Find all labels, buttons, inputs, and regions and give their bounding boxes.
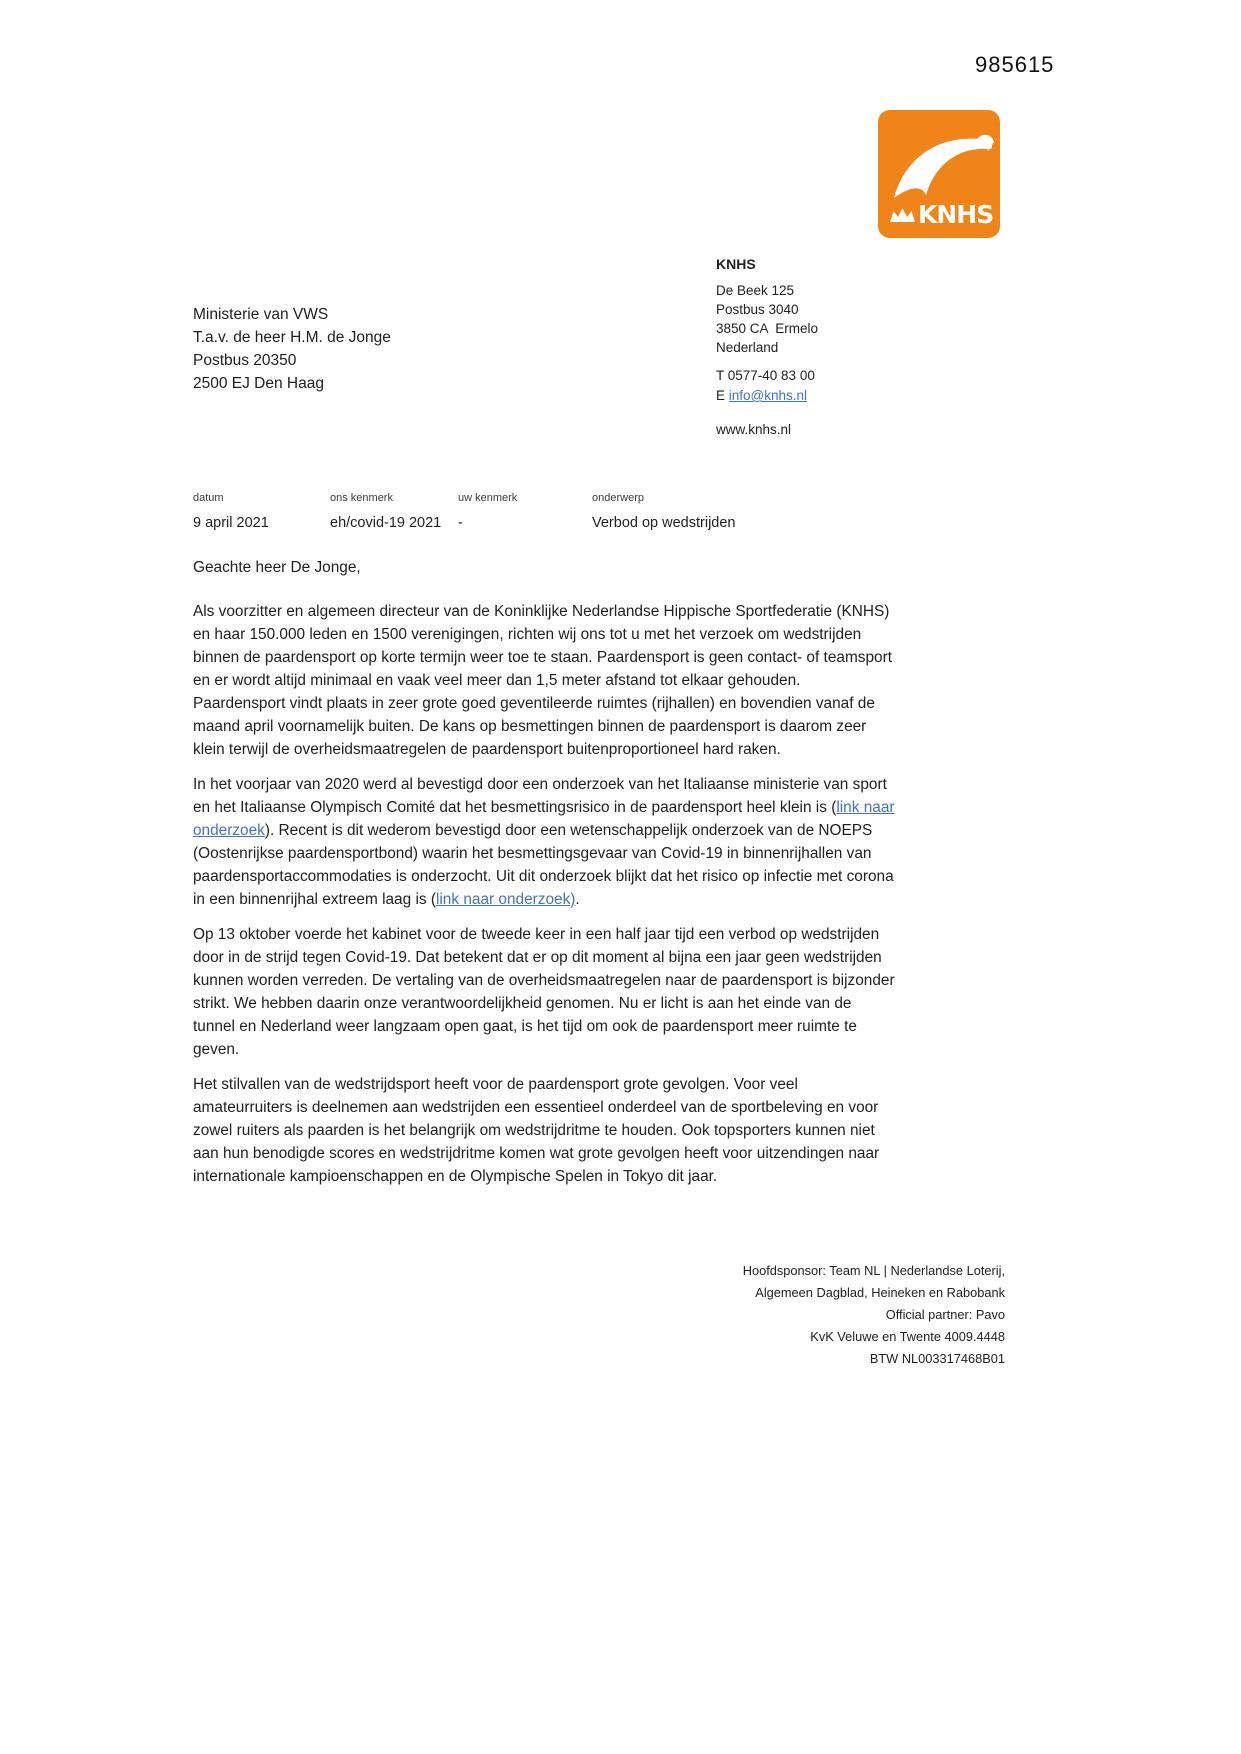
recipient-line: T.a.v. de heer H.M. de Jonge [193,329,391,346]
meta-value: 9 april 2021 [193,515,269,531]
meta-value: eh/covid-19 2021 [330,515,442,531]
meta-label: datum [193,492,224,504]
knhs-logo [878,110,1000,238]
sender-phone: T 0577-40 83 00 [716,368,815,383]
doc-number: 985615 [975,52,1055,77]
meta-column [458,492,592,531]
sender-address [716,281,818,357]
sender-email-line [716,386,818,405]
footer-line: BTW NL003317468B01 [869,1351,1005,1366]
recipient-line: Postbus 20350 [193,352,297,369]
sender-address-line: De Beek 125 [716,283,795,298]
paragraph: Het stilvallen van de wedstrijdsport heeft voor de paardensport grote gevolgen. Voor veel amateurruiters is deelnemen aan wedstrijden een essentieel onderdeel van de sportbeleving en voor zowel ruiters als paarden is het belangrijk om wedstrijdritme te houden. Ook topsporters kunnen niet aan hun benodigde scores en wedstrijdritme komen wat grote gevolgen heeft voor uitzendingen naar internationale kampioenschappen en de Olympische Spelen in Tokyo dit jaar. [193,1076,880,1185]
footer-line: Official partner: Pavo [885,1307,1005,1322]
sender-email-prefix: E [716,388,729,403]
sender-website: www.knhs.nl [716,422,792,437]
sender-block [716,255,818,439]
paragraph: In het voorjaar van 2020 werd al bevestigd door een onderzoek van het Italiaanse ministerie van sport en het Italiaanse Olympisch Comité dat het besmettingsrisico in de paardensport heel klein is (link naar onderzoek). Recent is dit wederom bevestigd door een wetenschappelijk onderzoek van de NOEPS (Oostenrijkse paardensportbond) waarin het besmettingsgevaar van Covid-19 in binnenrijhallen van paardensportaccommodaties is onderzocht. Uit dit onderzoek blijkt dat het risico op infectie met corona in een binnenrijhal extreem laag is (link naar onderzoek). [193,776,895,908]
meta-column [592,492,1073,531]
footer-block [485,1260,1005,1370]
meta-label: ons kenmerk [330,492,393,504]
meta-label: uw kenmerk [458,492,518,504]
paragraph: Op 13 oktober voerde het kabinet voor de tweede keer in een half jaar tijd een verbod op wedstrijden door in de strijd tegen Covid-19. Dat betekent dat er op dit moment al bijna een jaar geen wedstrijden kunnen worden verreden. De vertaling van de overheidsmaatregelen naar de paardensport is bijzonder strikt. We hebben daarin onze verantwoordelijkheid genomen. Nu er licht is aan het einde van de tunnel en Nederland weer langzaam open gaat, is het tijd om ook de paardensport meer ruimte te geven. [193,926,895,1058]
knhs-horse-icon [878,110,1000,238]
svg-text:KNHS: KNHS [918,200,994,229]
crown-icon [890,208,915,222]
sender-address-line: Postbus 3040 [716,302,799,317]
footer-line: Algemeen Dagblad, Heineken en Rabobank [755,1285,1005,1300]
meta-label: onderwerp [592,492,644,504]
sender-address-line: 3850 CA Ermelo [716,321,819,336]
recipient-block [193,303,391,395]
meta-column [193,492,330,531]
salutation: Geachte heer De Jonge, [193,559,361,576]
research-link[interactable]: link naar onderzoek [193,799,895,839]
research-link[interactable]: link naar onderzoek) [435,891,576,908]
sender-name: KNHS [716,256,756,272]
paragraph: Als voorzitter en algemeen directeur van de Koninklijke Nederlandse Hippische Sportfederatie (KNHS) en haar 150.000 leden en 1500 verenigingen, richten wij ons tot u met het verzoek om wedstrijden binnen de paardensport op korte termijn weer toe te staan. Paardensport is geen contact- of teamsport en er wordt altijd minimaal en vaak veel meer dan 1,5 meter afstand tot elkaar gehouden. Paardensport vindt plaats in zeer grote goed geventileerde ruimtes (rijhallen) en bovendien vanaf de maand april voornamelijk buiten. De kans op besmettingen binnen de paardensport is daarom zeer klein terwijl de overheidsmaatregelen de paardensport buitenproportioneel hard raken. [193,603,892,758]
meta-row [193,492,1073,531]
recipient-line: Ministerie van VWS [193,306,329,323]
paragraphs [193,600,895,1188]
footer-line: KvK Veluwe en Twente 4009.4448 [810,1329,1005,1344]
meta-column [330,492,458,531]
sender-address-line: Nederland [716,340,779,355]
recipient-line: 2500 EJ Den Haag [193,375,324,392]
meta-value: - [458,515,463,531]
footer-line: Hoofdsponsor: Team NL | Nederlandse Loterij, [742,1263,1005,1278]
sender-email-link[interactable]: info@knhs.nl [728,388,808,403]
letter-body [193,556,895,1200]
meta-value: Verbod op wedstrijden [592,515,736,531]
